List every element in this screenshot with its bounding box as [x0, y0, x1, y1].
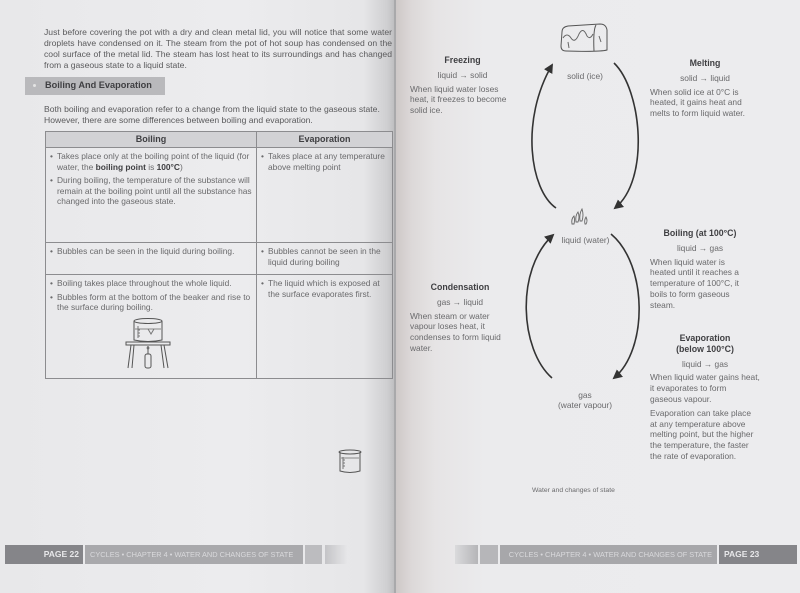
chapter-label-right: CYCLES • CHAPTER 4 • WATER AND CHANGES OF STATE — [500, 545, 717, 564]
evaporation-description: When liquid water gains heat, it evaporates to form gaseous vapour. — [650, 372, 760, 404]
freezing-title: Freezing — [444, 55, 481, 65]
bullet-text: The liquid which is exposed at the surface evaporates first. — [268, 278, 380, 299]
intro-paragraph: Just before covering the pot with a dry and clean metal lid, you will notice that some water droplets have condensed on it. The steam from the pot of hot soup has condensed on the cool surface of the metal lid. The steam has lost heat to its surroundings and has changed from a gaseous state to a liquid state. — [44, 27, 392, 70]
page-number-left: PAGE 22 — [5, 545, 83, 564]
freezing-arrow — [532, 65, 556, 208]
bullet-text: Bubbles cannot be seen in the liquid during boiling — [268, 246, 381, 267]
evaporation-title: Evaporation — [679, 333, 731, 343]
evaporation-equation: liquid → gas — [681, 358, 729, 369]
boiling-description: When liquid water is heated until it reaches a temperature of 100°C, it boils to form gaseous steam. — [650, 256, 740, 310]
melting-title: Melting — [689, 58, 721, 68]
condensation-title: Condensation — [430, 282, 490, 292]
melting-equation: solid → liquid — [680, 72, 730, 83]
bullet-point: • During boiling, the temperature of the substance will remain at the boiling point until all the substance has changed into the gaseous state. — [50, 175, 252, 207]
condensation-description: When steam or water vapour loses heat, it condenses to form liquid water. — [410, 310, 501, 353]
footer-decor-block — [480, 545, 498, 564]
melting-arrow — [614, 63, 638, 208]
bold-value: 100°C — [156, 161, 180, 172]
boiling-evaporation-arrow — [611, 234, 639, 378]
evaporation-subtitle: (below 100°C) — [676, 343, 734, 354]
state-gas-label: gas (water vapour) — [558, 390, 612, 410]
condensation-arrow — [526, 235, 553, 378]
evaporation-note: Evaporation can take place at any temperature above melting point, but the higher the temperature, the faster the rate of evaporation. — [650, 407, 754, 461]
column-header-boiling: Boiling — [46, 132, 257, 148]
bullet-point: • Bubbles cannot be seen in the liquid during boiling — [261, 246, 388, 267]
condensation-block — [410, 282, 510, 354]
water-droplets-icon — [572, 209, 587, 224]
bullet-point: • Bubbles form at the bottom of the beaker and rise to the surface during boiling. — [50, 291, 251, 313]
freezing-description: When liquid water loses heat, it freezes to become solid ice. — [410, 83, 507, 116]
bullet-text: ) — [179, 161, 183, 172]
chapter-label-left: CYCLES • CHAPTER 4 • WATER AND CHANGES OF STATE — [85, 545, 303, 564]
bullet-text: Bubbles form at the bottom of the beaker and rise to the surface during boiling. — [57, 291, 251, 313]
boiling-block — [650, 228, 750, 311]
boiling-title: Boiling (at 100°C) — [663, 228, 737, 238]
bullet-text: Bubbles can be seen in the liquid during boiling. — [57, 246, 235, 256]
column-header-evaporation: Evaporation — [257, 132, 393, 148]
bold-term: boiling point — [95, 161, 146, 172]
footer-decor-block — [305, 545, 322, 564]
bullet-point: • Bubbles can be seen in the liquid during boiling. — [50, 246, 235, 256]
ice-cube-icon — [561, 24, 607, 51]
footer-decor-block — [325, 545, 347, 564]
bullet-text: Takes place only at the boiling point of the liquid (for water, the — [57, 151, 250, 172]
state-solid-label: solid (ice) — [567, 71, 603, 81]
bullet-point: • Takes place only at the boiling point of the liquid (for water, the boiling point is 100°C) — [50, 151, 250, 172]
boiling-equation: liquid → gas — [676, 242, 724, 253]
bullet-point: • The liquid which is exposed at the surface evaporates first. — [261, 278, 388, 299]
melting-description: When solid ice at 0°C is heated, it gains heat and melts to form liquid water. — [650, 86, 745, 119]
state-liquid-label: liquid (water) — [561, 235, 610, 245]
section-title: Boiling And Evaporation — [45, 80, 152, 90]
freezing-block — [410, 55, 515, 116]
footer-decor-block — [455, 545, 478, 564]
bullet-text: Boiling takes place throughout the whole liquid. — [57, 278, 232, 289]
page-number-right: PAGE 23 — [719, 545, 797, 564]
figure-caption: Water and changes of state — [532, 487, 615, 494]
condensation-equation: gas → liquid — [436, 296, 484, 307]
bullet-text: During boiling, the temperature of the substance will remain at the boiling point until all the substance has changed into the gaseous state. — [57, 175, 252, 207]
bullet-text: Takes place at any temperature above melting point — [268, 151, 385, 172]
evaporation-block — [650, 333, 760, 462]
bullet-point: • Boiling takes place throughout the whole liquid. — [50, 278, 232, 289]
bullet-text: is — [145, 161, 157, 172]
freezing-equation: liquid → solid — [437, 69, 488, 80]
section-intro: Both boiling and evaporation refer to a change from the liquid state to the gaseous state. However, there are some differences between boiling and evaporation. — [44, 104, 380, 125]
melting-block — [650, 58, 760, 119]
bullet-point: • Takes place at any temperature above melting point — [261, 151, 388, 172]
